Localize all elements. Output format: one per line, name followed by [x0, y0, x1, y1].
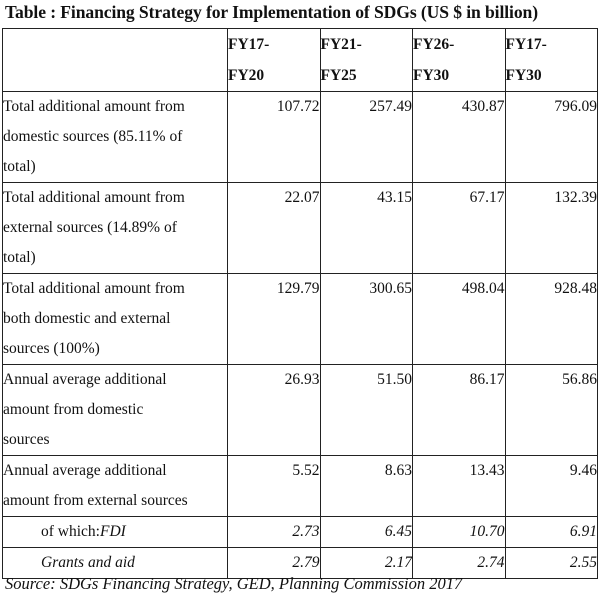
row-label: Total additional amount from both domestic and external sources (100%) — [3, 274, 228, 365]
row-label: Annual average additional amount from domestic sources — [3, 365, 228, 456]
table-cell: 132.39 — [505, 183, 598, 274]
source-note: Source: SDGs Financing Strategy, GED, Planning Commission 2017 — [5, 574, 463, 593]
table-cell: 107.72 — [228, 92, 321, 183]
table-cell: 6.91 — [505, 517, 598, 548]
table-cell: 2.74 — [413, 548, 506, 579]
table-cell: 498.04 — [413, 274, 506, 365]
table-cell: 2.79 — [228, 548, 321, 579]
header-row — [3, 29, 598, 92]
row-label: Total additional amount from domestic sources (85.11% of total) — [3, 92, 228, 183]
table-cell: 43.15 — [320, 183, 413, 274]
table-cell: 22.07 — [228, 183, 321, 274]
table-cell: 5.52 — [228, 456, 321, 517]
table-cell: 2.17 — [320, 548, 413, 579]
table-subrow — [3, 517, 598, 548]
subrow-label: of which:FDI — [3, 517, 228, 548]
table-cell: 796.09 — [505, 92, 598, 183]
table-cell: 8.63 — [320, 456, 413, 517]
table-cell: 257.49 — [320, 92, 413, 183]
table-cell: 10.70 — [413, 517, 506, 548]
table-row — [3, 183, 598, 274]
column-header: FY17- FY30 — [505, 29, 598, 92]
table-row — [3, 92, 598, 183]
table-row — [3, 274, 598, 365]
row-label: Total additional amount from external sources (14.89% of total) — [3, 183, 228, 274]
column-header: FY17- FY20 — [228, 29, 321, 92]
table-cell: 67.17 — [413, 183, 506, 274]
table-title: Table : Financing Strategy for Implementation of SDGs (US $ in billion) — [5, 2, 538, 22]
table-cell: 9.46 — [505, 456, 598, 517]
column-header: FY26- FY30 — [413, 29, 506, 92]
table-cell: 26.93 — [228, 365, 321, 456]
table-cell: 129.79 — [228, 274, 321, 365]
table-cell: 6.45 — [320, 517, 413, 548]
table-cell: 86.17 — [413, 365, 506, 456]
table-cell: 2.73 — [228, 517, 321, 548]
table-cell: 430.87 — [413, 92, 506, 183]
row-label: Annual average additional amount from external sources — [3, 456, 228, 517]
table-cell: 56.86 — [505, 365, 598, 456]
header-blank-cell — [3, 29, 228, 92]
table-row — [3, 456, 598, 517]
table-cell: 928.48 — [505, 274, 598, 365]
table-cell: 13.43 — [413, 456, 506, 517]
table-cell: 51.50 — [320, 365, 413, 456]
subrow-label: Grants and aid — [3, 548, 228, 579]
table-cell: 2.55 — [505, 548, 598, 579]
table-row — [3, 365, 598, 456]
table-cell: 300.65 — [320, 274, 413, 365]
financing-table — [2, 28, 598, 579]
column-header: FY21- FY25 — [320, 29, 413, 92]
